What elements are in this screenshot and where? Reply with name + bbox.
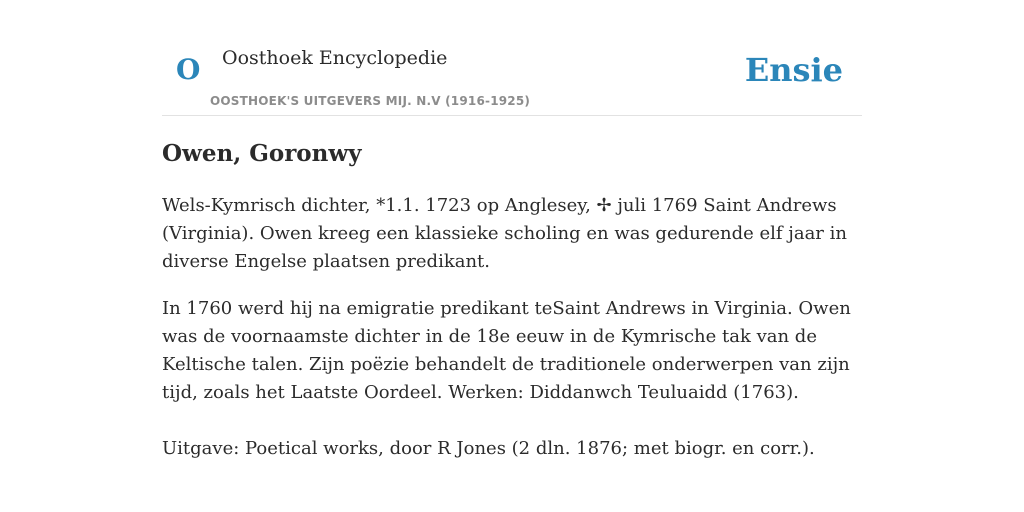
publication-logo[interactable]: O bbox=[176, 53, 201, 86]
site-header bbox=[162, 0, 862, 116]
article-edition-note: Uitgave: Poetical works, door R Jones (2 dln. 1876; met biogr. en corr.). bbox=[162, 438, 815, 459]
article-title: Owen, Goronwy bbox=[162, 140, 362, 167]
article-paragraph: In 1760 werd hij na emigratie predikant teSaint Andrews in Virginia. Owen was de voornaamste dichter in de 18e eeuw in de Kymrische tak van de Keltische talen. Zijn poëzie behandelt de traditionele onderwerpen van zijn tijd, zoals het Laatste Oordeel. Werken: Diddanwch Teuluaidd (1763). bbox=[162, 298, 851, 403]
article-paragraph: Wels-Kymrisch dichter, *1.1. 1723 op Anglesey, ✢ juli 1769 Saint Andrews (Virginia). Owen kreeg een klassieke scholing en was gedurende elf jaar in diverse Engelse plaatsen predikant. bbox=[162, 195, 847, 272]
publication-subtitle: OOSTHOEK'S UITGEVERS MIJ. N.V (1916-1925) bbox=[210, 94, 531, 108]
encyclopedia-page bbox=[162, 0, 862, 512]
publication-title[interactable]: Oosthoek Encyclopedie bbox=[222, 47, 448, 69]
brand-logo-link[interactable]: Ensie bbox=[744, 51, 843, 89]
